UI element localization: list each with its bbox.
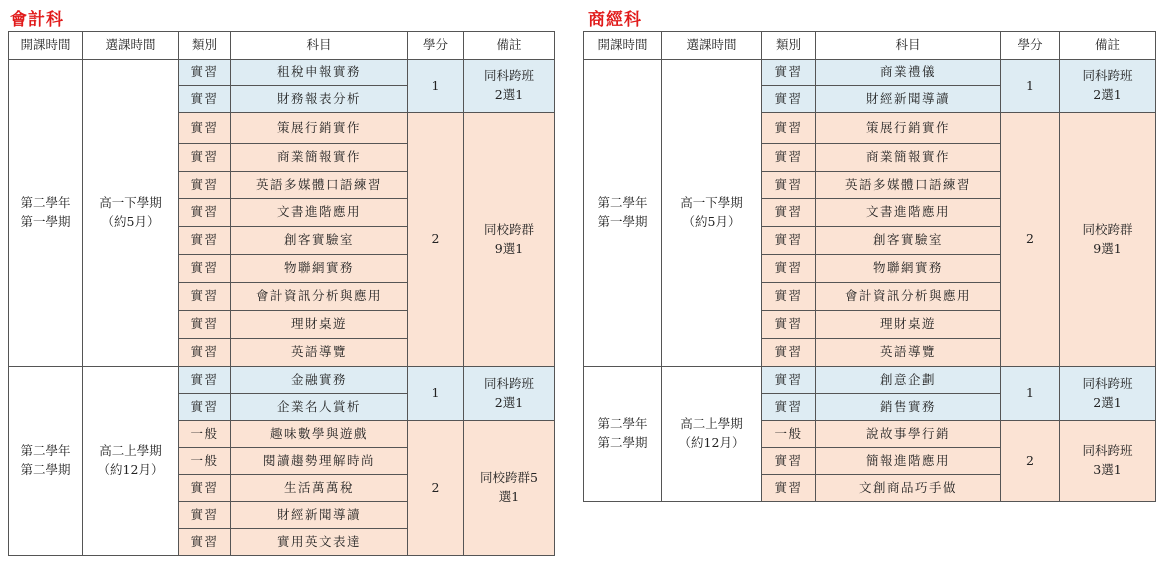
cell-line: 第二學年 [597, 416, 648, 432]
cell-line: 高二上學期 [99, 443, 162, 459]
subject-cell: 英語多媒體口語練習 [816, 172, 1001, 199]
subject-cell: 文書進階應用 [231, 199, 408, 227]
category-cell: 實習 [179, 367, 231, 394]
cell-line: 高一下學期 [680, 195, 743, 211]
credit-cell: 2 [408, 113, 464, 367]
subject-cell: 文創商品巧手做 [816, 475, 1001, 502]
subject-cell: 生活萬萬稅 [231, 475, 408, 502]
course-row [9, 367, 555, 394]
note-cell [1060, 60, 1156, 113]
cell-line: 第二學年 [20, 443, 71, 459]
category-cell: 實習 [179, 529, 231, 556]
note-cell [1060, 367, 1156, 421]
subject-cell: 理財桌遊 [231, 311, 408, 339]
credit-cell: 1 [1001, 367, 1060, 421]
note-cell [1060, 113, 1156, 367]
subject-cell: 企業名人賞析 [231, 394, 408, 421]
cell-line: 第二學年 [597, 195, 648, 211]
cell-line: 同校跨群5 [480, 470, 538, 486]
course-row [9, 60, 555, 86]
category-cell: 實習 [179, 113, 231, 144]
subject-cell: 閱讀趨勢理解時尚 [231, 448, 408, 475]
subject-cell: 財經新聞導讀 [231, 502, 408, 529]
category-cell: 實習 [762, 311, 816, 339]
category-cell: 實習 [179, 227, 231, 255]
business-course-table [583, 31, 1156, 502]
cell-line: 同校跨群 [483, 221, 534, 237]
category-cell: 實習 [179, 502, 231, 529]
category-cell: 實習 [762, 475, 816, 502]
category-cell: 實習 [179, 199, 231, 227]
category-cell: 實習 [762, 255, 816, 283]
category-cell: 實習 [762, 394, 816, 421]
header-open-time: 開課時間 [584, 32, 662, 60]
category-cell: 實習 [179, 339, 231, 367]
cell-line: 第二學期 [20, 462, 71, 477]
subject-cell: 財經新聞導讀 [816, 86, 1001, 113]
note-cell [464, 113, 555, 367]
cell-line: 2選1 [494, 394, 524, 410]
category-cell: 實習 [762, 113, 816, 144]
header-select-time: 選課時間 [662, 32, 762, 60]
category-cell: 實習 [762, 227, 816, 255]
subject-cell: 英語導覽 [816, 339, 1001, 367]
subject-cell: 創客實驗室 [231, 227, 408, 255]
header-credits: 學分 [1001, 32, 1060, 60]
note-cell [464, 60, 555, 113]
category-cell: 實習 [762, 367, 816, 394]
note-cell [464, 421, 555, 556]
subject-cell: 趣味數學與遊戲 [231, 421, 408, 448]
cell-line: 同科跨班 [1082, 375, 1133, 391]
cell-line: 9選1 [1093, 240, 1122, 256]
category-cell: 實習 [179, 60, 231, 86]
category-cell: 實習 [762, 172, 816, 199]
category-cell: 一般 [179, 421, 231, 448]
subject-cell: 策展行銷實作 [816, 113, 1001, 144]
cell-line: 2選1 [1093, 394, 1122, 410]
credit-cell: 1 [1001, 60, 1060, 113]
accounting-dept-title: 會計科 [10, 10, 64, 30]
category-cell: 實習 [762, 339, 816, 367]
subject-cell: 簡報進階應用 [816, 448, 1001, 475]
note-cell [1060, 421, 1156, 502]
credit-cell: 2 [1001, 421, 1060, 502]
cell-line: 同科跨班 [1082, 68, 1133, 84]
course-row [584, 60, 1156, 86]
subject-cell: 會計資訊分析與應用 [231, 283, 408, 311]
cell-line: （約12月） [678, 435, 745, 450]
select-time-cell [662, 367, 762, 502]
header-category: 類別 [179, 32, 231, 60]
cell-line: 選1 [498, 489, 520, 504]
cell-line: 第二學年 [20, 195, 71, 211]
credit-cell: 2 [408, 421, 464, 556]
select-time-cell [83, 367, 179, 556]
category-cell: 實習 [179, 144, 231, 172]
category-cell: 實習 [179, 394, 231, 421]
header-category: 類別 [762, 32, 816, 60]
note-cell [464, 367, 555, 421]
subject-cell: 物聯網實務 [816, 255, 1001, 283]
subject-cell: 金融實務 [231, 367, 408, 394]
select-time-cell [662, 60, 762, 367]
cell-line: 2選1 [494, 87, 524, 102]
term-cell [9, 60, 83, 367]
cell-line: （約12月） [97, 462, 164, 477]
category-cell: 實習 [762, 144, 816, 172]
category-cell: 實習 [762, 86, 816, 113]
subject-cell: 策展行銷實作 [231, 113, 408, 144]
subject-cell: 物聯網實務 [231, 255, 408, 283]
header-subject: 科目 [231, 32, 408, 60]
header-open-time: 開課時間 [9, 32, 83, 60]
subject-cell: 說故事學行銷 [816, 421, 1001, 448]
subject-cell: 商業禮儀 [816, 60, 1001, 86]
term-cell [584, 367, 662, 502]
credit-cell: 1 [408, 367, 464, 421]
subject-cell: 租稅申報實務 [231, 60, 408, 86]
header-row [9, 32, 555, 60]
business-dept-title: 商經科 [588, 10, 642, 30]
subject-cell: 銷售實務 [816, 394, 1001, 421]
cell-line: （約5月） [101, 214, 160, 229]
category-cell: 實習 [762, 448, 816, 475]
cell-line: 第二學期 [597, 435, 648, 450]
cell-line: 同科跨班 [483, 68, 534, 84]
subject-cell: 會計資訊分析與應用 [816, 283, 1001, 311]
category-cell: 實習 [179, 86, 231, 113]
category-cell: 實習 [179, 172, 231, 199]
category-cell: 實習 [179, 255, 231, 283]
course-row [584, 367, 1156, 394]
accounting-course-table [8, 31, 555, 556]
cell-line: 第一學期 [597, 214, 648, 229]
header-subject: 科目 [816, 32, 1001, 60]
term-cell [9, 367, 83, 556]
subject-cell: 英語導覽 [231, 339, 408, 367]
cell-line: 高二上學期 [680, 416, 743, 432]
cell-line: 2選1 [1093, 87, 1122, 102]
category-cell: 實習 [179, 475, 231, 502]
credit-cell: 2 [1001, 113, 1060, 367]
subject-cell: 商業簡報實作 [231, 144, 408, 172]
category-cell: 實習 [762, 283, 816, 311]
subject-cell: 文書進階應用 [816, 199, 1001, 227]
subject-cell: 理財桌遊 [816, 311, 1001, 339]
cell-line: （約5月） [682, 214, 741, 229]
cell-line: 9選1 [494, 240, 524, 256]
cell-line: 同科跨班 [483, 375, 534, 391]
category-cell: 實習 [762, 60, 816, 86]
header-select-time: 選課時間 [83, 32, 179, 60]
subject-cell: 實用英文表達 [231, 529, 408, 556]
cell-line: 第一學期 [20, 214, 71, 229]
header-credits: 學分 [408, 32, 464, 60]
subject-cell: 創客實驗室 [816, 227, 1001, 255]
cell-line: 高一下學期 [99, 195, 162, 211]
header-notes: 備註 [1060, 32, 1156, 60]
category-cell: 一般 [179, 448, 231, 475]
category-cell: 實習 [179, 283, 231, 311]
cell-line: 同校跨群 [1082, 221, 1133, 237]
category-cell: 一般 [762, 421, 816, 448]
subject-cell: 英語多媒體口語練習 [231, 172, 408, 199]
category-cell: 實習 [762, 199, 816, 227]
subject-cell: 財務報表分析 [231, 86, 408, 113]
header-notes: 備註 [464, 32, 555, 60]
subject-cell: 商業簡報實作 [816, 144, 1001, 172]
header-row [584, 32, 1156, 60]
cell-line: 3選1 [1093, 462, 1122, 477]
credit-cell: 1 [408, 60, 464, 113]
subject-cell: 創意企劃 [816, 367, 1001, 394]
select-time-cell [83, 60, 179, 367]
term-cell [584, 60, 662, 367]
category-cell: 實習 [179, 311, 231, 339]
cell-line: 同科跨班 [1082, 443, 1133, 459]
